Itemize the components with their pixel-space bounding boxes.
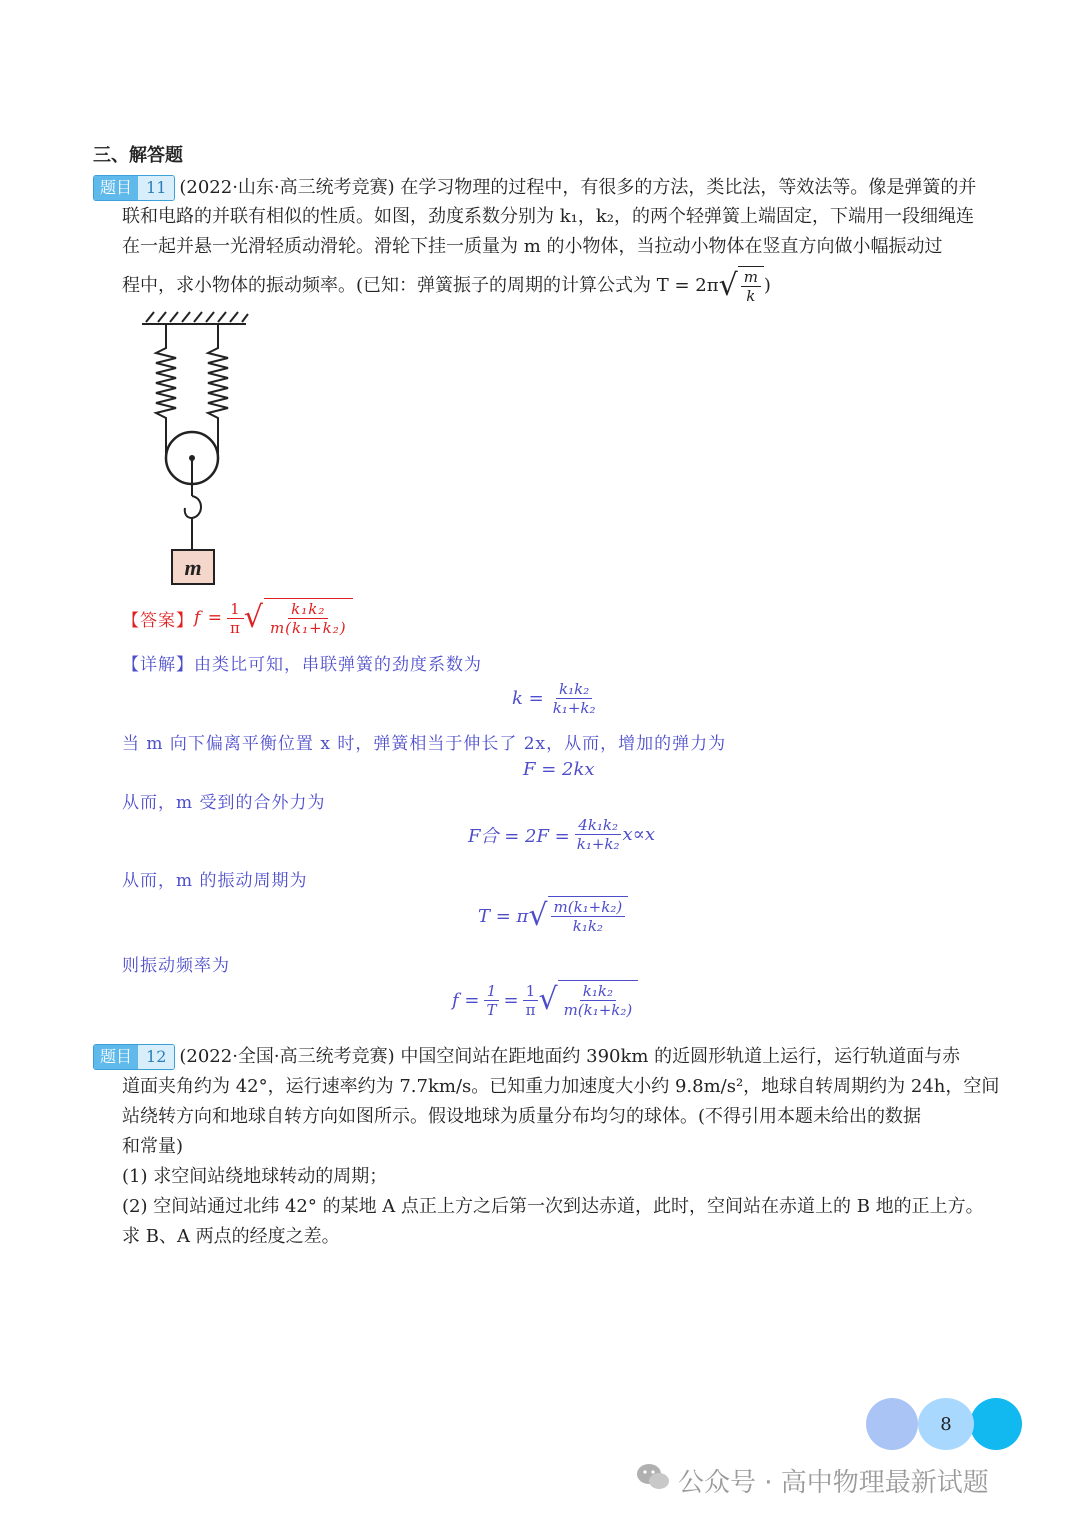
eq3-num: 4k₁k₂	[575, 816, 621, 835]
detail-intro: 由类比可知，串联弹簧的劲度系数为	[194, 655, 482, 675]
eq5-f1-den: T	[486, 1000, 497, 1019]
left-spring	[156, 324, 176, 458]
q12-line-3: 站绕转方向和地球自转方向如图所示。假设地球为质量分布均匀的球体。(不得引用本题未给出的数据	[122, 1106, 922, 1127]
eq5-root-den: m(k₁+k₂)	[563, 1001, 633, 1019]
page-badge-right	[970, 1398, 1022, 1450]
answer-label: 【答案】	[122, 610, 194, 631]
q11-period-formula-root: √ $\frac{m}{k}$	[719, 266, 764, 306]
q11-line-3: 在一起并悬一光滑轻质动滑轮。滑轮下挂一质量为 m 的小物体，当拉动小物体在竖直方向做小幅振动过	[122, 236, 943, 257]
detail-text2: 当 m 向下偏离平衡位置 x 时，弹簧相当于伸长了 2x，从而，增加的弹力为	[122, 734, 727, 754]
eq5-lhs: f =	[452, 989, 480, 1011]
q12-text-1: (2022·全国·高三统考竞赛) 中国空间站在距地面约 390km 的近圆形轨道上运行，运行轨道面与赤	[179, 1046, 961, 1067]
eq4-num: m(k₁+k₂)	[551, 898, 626, 917]
eq5-f1-num: 1	[484, 982, 500, 1001]
q11-formula-num: m	[741, 268, 761, 287]
eq1-lhs: k =	[512, 688, 544, 709]
q11-text-4: 程中，求小物体的振动频率。(已知：弹簧振子的周期的计算公式为 T = 2π	[122, 275, 719, 296]
q12-tag-number: 12	[138, 1045, 174, 1069]
detail-text4: 从而，m 的振动周期为	[122, 871, 308, 891]
detail-eq2: F = 2kx	[523, 759, 595, 780]
mass-label: m	[184, 555, 202, 580]
q12-line-4: 和常量)	[122, 1136, 184, 1157]
detail-intro-line	[122, 650, 482, 675]
q12-line-5: (1) 求空间站绕地球转动的周期；	[122, 1166, 388, 1187]
page-number: 8	[918, 1398, 974, 1450]
section-title: 三、解答题	[93, 145, 183, 166]
right-spring	[208, 324, 228, 458]
detail-text3: 从而，m 受到的合外力为	[122, 793, 326, 813]
answer-frac-num: 1	[227, 600, 244, 619]
wechat-icon	[636, 1462, 670, 1499]
detail-eq4: T = π √ $\frac{\text{m(k₁+k₂)}}{\text{k₁k₂}}$	[478, 896, 628, 936]
eq5-f2-num: 1	[523, 982, 539, 1001]
eq3-lhs: F合 = 2F =	[468, 825, 570, 847]
answer-root-den: m(k₁+k₂)	[269, 619, 347, 637]
spring-pulley-diagram	[138, 308, 250, 592]
watermark	[636, 1462, 989, 1499]
q12-line-7: 求 B、A 两点的经度之差。	[122, 1226, 340, 1247]
eq1-den: k₁+k₂	[552, 699, 596, 717]
q11-close-paren: )	[763, 275, 771, 296]
hook	[185, 496, 201, 518]
answer-lhs: f =	[194, 608, 223, 628]
answer-root-num: k₁k₂	[288, 600, 328, 619]
q11-text-1: (2022·山东·高三统考竞赛) 在学习物理的过程中，有很多的方法，类比法，等效法等。像是弹簧的并	[179, 177, 977, 198]
detail-eq1	[512, 680, 599, 717]
eq5-f2-den: π	[525, 1000, 536, 1019]
q12-tag	[93, 1044, 175, 1070]
detail-label: 【详解】	[122, 655, 194, 675]
eq5-eq: =	[503, 989, 519, 1011]
q11-line-4	[122, 266, 771, 306]
q11-formula-den: k	[746, 287, 756, 305]
eq4-den: k₁k₂	[572, 917, 603, 935]
page-badge-left	[866, 1398, 918, 1450]
q11-line-1	[93, 173, 976, 203]
detail-text5: 则振动频率为	[122, 956, 230, 976]
eq1-num: k₁k₂	[556, 680, 592, 699]
q11-line-2: 联和电路的并联有相似的性质。如图，劲度系数分别为 k₁，k₂，的两个轻弹簧上端固定，下端用一段细绳连	[122, 206, 974, 227]
detail-eq3	[468, 816, 655, 853]
q12-tag-label: 题目	[94, 1045, 138, 1069]
eq3-rhs: x∝x	[622, 824, 656, 845]
watermark-text: 公众号 · 高中物理最新试题	[678, 1468, 989, 1498]
q12-line-2: 道面夹角约为 42°，运行速率约为 7.7km/s。已知重力加速度大小约 9.8m/s²，地球自转周期约为 24h，空间	[122, 1076, 1000, 1097]
q11-tag-number: 11	[138, 176, 174, 200]
eq5-root-num: k₁k₂	[580, 982, 616, 1001]
q11-tag	[93, 175, 175, 201]
answer-frac-den: π	[229, 618, 241, 637]
answer-line: 【答案】 f = $\frac{1}{\pi}$ √ $\frac{\text{k₁k₂}}{\text{m(k₁+k₂)}}$	[122, 598, 353, 638]
ceiling-hatch	[142, 312, 248, 324]
eq4-lhs: T = π	[478, 905, 529, 927]
q12-line-1	[93, 1042, 960, 1072]
q11-tag-label: 题目	[94, 176, 138, 200]
detail-eq5: f = $\frac{1}{T}$ = $\frac{1}{\pi}$ √ $\frac{\text{k₁k₂}}{\text{m(k₁+k₂)}}$	[452, 980, 638, 1020]
eq3-den: k₁+k₂	[576, 835, 620, 853]
q12-line-6: (2) 空间站通过北纬 42° 的某地 A 点正上方之后第一次到达赤道，此时，空间站在赤道上的 B 地的正上方。	[122, 1196, 984, 1217]
